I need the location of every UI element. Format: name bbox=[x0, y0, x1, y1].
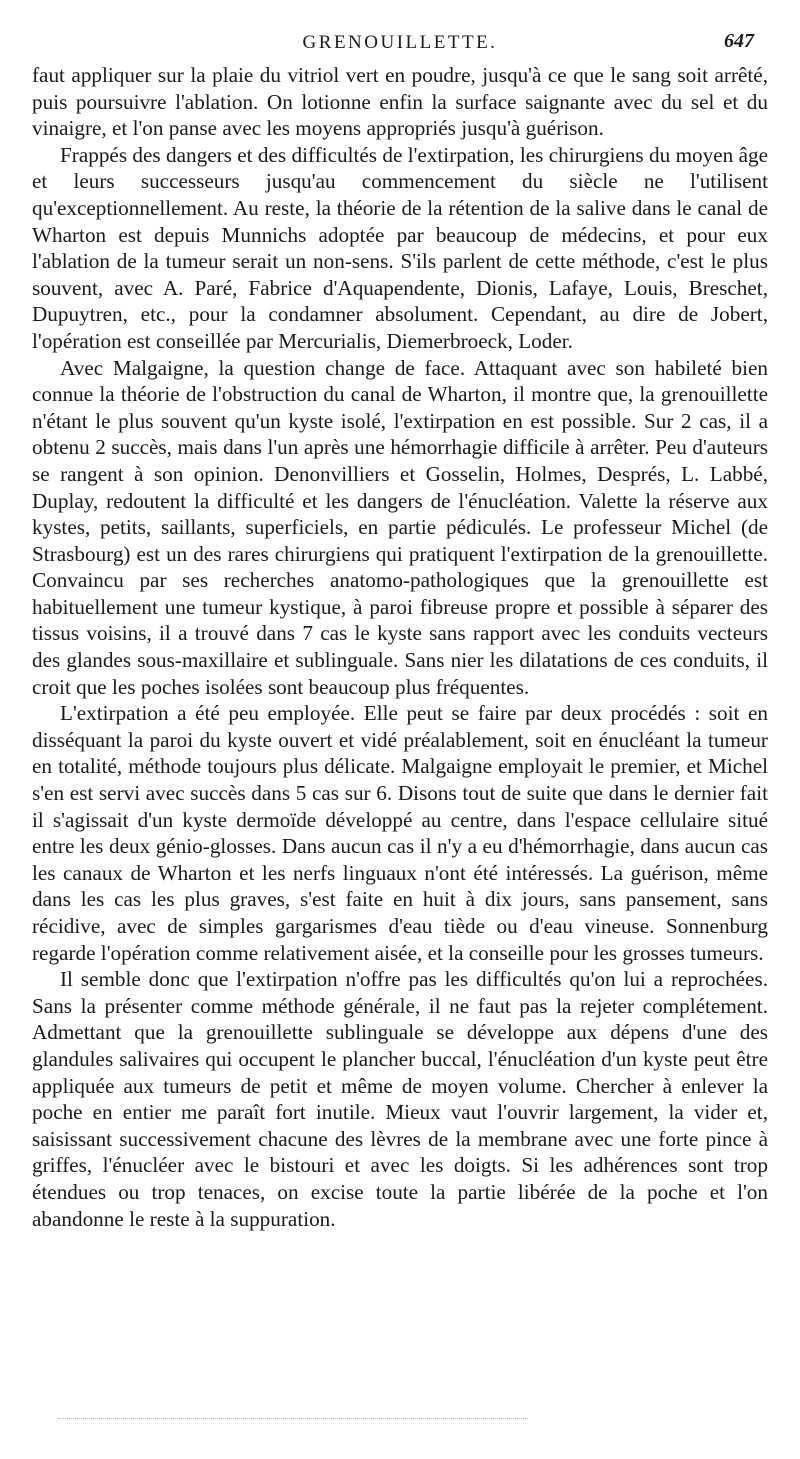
footer-rule bbox=[58, 1418, 528, 1419]
running-head bbox=[32, 28, 768, 58]
paragraph-conclusion: Il semble donc que l'extirpation n'offre pas les difficultés qu'on lui a reprochées. Sans la présenter comme méthode générale, il ne faut pas la rejeter complétement. Admettant que la grenouillette sublinguale se développe aux dépens d'une des glandules salivaires qui occupent le plancher buccal, l'énucléation d'un kyste peut être appliquée aux tumeurs de petit et même de moyen volume. Chercher à enlever la poche en entier me paraît fort inutile. Mieux vaut l'ouvrir largement, la vider et, saisissant successivement chacune des lèvres de la membrane avec une forte pince à griffes, l'énucléer avec le bistouri et avec les doigts. Si les adhérences sont trop étendues ou trop tenaces, on excise toute la partie libérée de la poche et l'on abandonne le reste à la suppuration. bbox=[32, 967, 768, 1231]
paragraph-extirpation-history: Frappés des dangers et des difficultés de l'extirpation, les chirurgiens du moyen âge et leurs successeurs jusqu'au commencement du siècle ne l'utilisent qu'exceptionnellement. Au reste, la théorie de la rétention de la salive dans le canal de Wharton est depuis Munnichs adoptée par beaucoup de médecins, et pour eux l'ablation de la tumeur serait un non-sens. S'ils parlent de cette méthode, c'est le plus souvent, avec A. Paré, Fabrice d'Aquapendente, Dionis, Lafaye, Louis, Breschet, Dupuytren, etc., pour la condamner absolument. Cependant, au dire de Jobert, l'opération est conseillée par Mercurialis, Diemerbroeck, Loder. bbox=[32, 142, 768, 353]
paragraph-procedures: L'extirpation a été peu employée. Elle peut se faire par deux procédés : soit en disséquant la paroi du kyste ouvert et vidé préalablement, soit en énucléant la tumeur en totalité, méthode toujours plus délicate. Malgaigne employait le premier, et Michel s'en est servi avec succès dans 5 cas sur 6. Disons tout de suite que dans le dernier fait il s'agissait d'un kyste dermoïde développé au centre, dans l'espace cellulaire situé entre les deux génio-glosses. Dans aucun cas il n'y a eu d'hémorrhagie, dans aucun cas les canaux de Wharton et les nerfs linguaux n'ont été intéressés. La guérison, même dans les cas les plus graves, s'est faite en huit à dix jours, sans pansement, sans récidive, avec de simples gargarismes d'eau tiède ou d'eau vineuse. Sonnenburg regarde l'opération comme relativement aisée, et la conseille pour les grosses tumeurs. bbox=[32, 701, 768, 965]
paragraph-malgaigne: Avec Malgaigne, la question change de face. Attaquant avec son habileté bien connue la théorie de l'obstruction du canal de Wharton, il montre que, la grenouillette n'étant le plus souvent qu'un kyste isolé, l'extirpation en est possible. Sur 2 cas, il a obtenu 2 succès, mais dans l'un après une hémorrhagie difficile à arrêter. Peu d'auteurs se rangent à son opinion. Denonvilliers et Gosselin, Holmes, Després, L. Labbé, Duplay, redoutent la difficulté et les dangers de l'énucléation. Valette la réserve aux kystes, petits, saillants, superficiels, en partie pédiculés. Le professeur Michel (de Strasbourg) est un des rares chirurgiens qui pratiquent l'extirpation de la grenouillette. Convaincu par ses recherches anatomo-pathologiques que la grenouillette est habituellement une tumeur kystique, à paroi fibreuse propre et possible à séparer des tissus voisins, il a trouvé dans 7 cas le kyste sans rapport avec les conduits vecteurs des glandes sous-maxillaire et sublinguale. Sans nier les dilatations de ces conduits, il croit que les poches isolées sont beaucoup plus fréquentes. bbox=[32, 355, 768, 699]
running-title: GRENOUILLETTE. bbox=[302, 32, 498, 53]
body-text bbox=[32, 62, 768, 1232]
page-number: 647 bbox=[724, 30, 754, 52]
book-page bbox=[32, 28, 768, 1232]
paragraph-continuation: faut appliquer sur la plaie du vitriol vert en poudre, jusqu'à ce que le sang soit arrêté, puis poursuivre l'ablation. On lotionne enfin la surface saignante avec du sel et du vinaigre, et l'on panse avec les moyens appropriés jusqu'à guérison. bbox=[32, 63, 768, 141]
